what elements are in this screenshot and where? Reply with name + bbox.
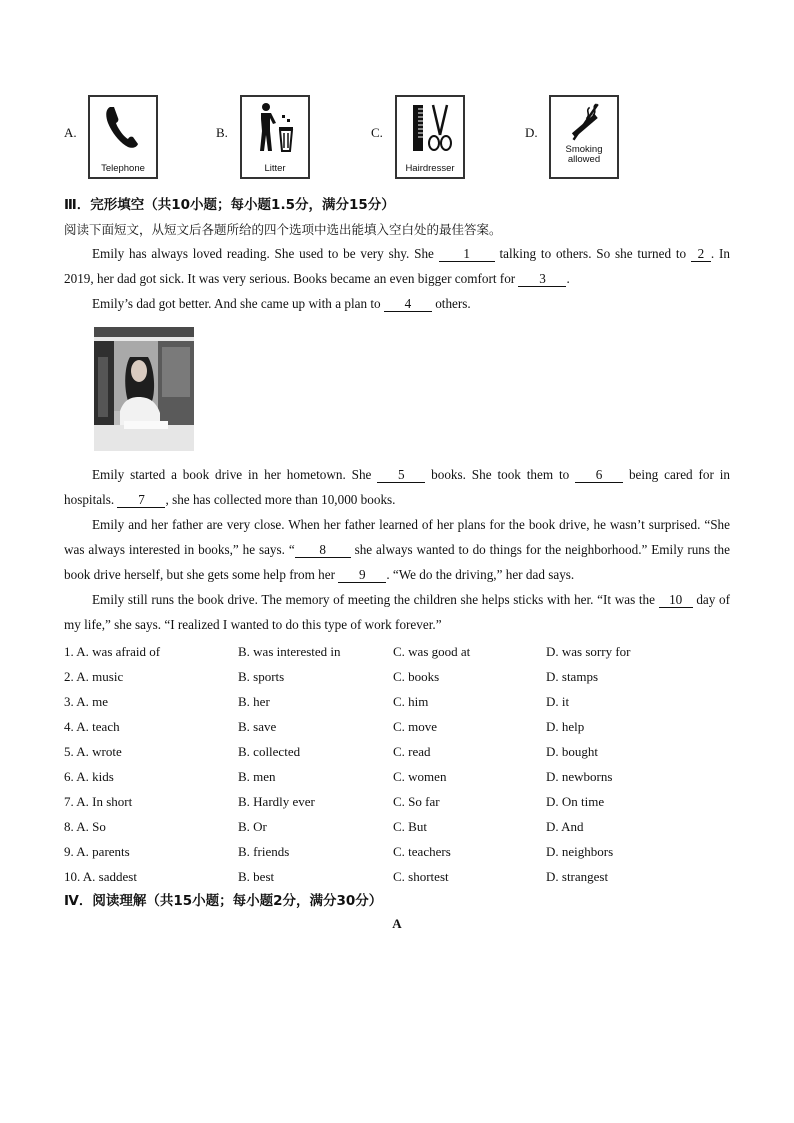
section-3-instruction: 阅读下面短文，从短文后各题所给的四个选项中选出能填入空白处的最佳答案。 — [64, 222, 502, 237]
blank-3: 3 — [518, 272, 566, 287]
blank-2: 2 — [691, 247, 711, 262]
blank-6: 6 — [575, 468, 623, 483]
option-row-7 — [64, 789, 730, 814]
paragraph-1: Emily has always loved reading. She used to be very shy. She 1 talking to others. So she turned to 2 . In 2019, her dad got sick. It was very serious. Books became an even bigger comfort for 3 . — [64, 246, 730, 286]
option-a: 3. A. me — [64, 694, 109, 709]
option-letter: B. — [216, 125, 228, 140]
paragraph-2: Emily’s dad got better. And she came up with a plan to 4 others. — [92, 296, 471, 311]
sign-option-d — [525, 95, 619, 179]
emily-photo — [94, 327, 194, 451]
litter-sign — [240, 95, 310, 179]
blank-9: 9 — [338, 568, 386, 583]
option-d: D. help — [546, 719, 585, 734]
option-a: 7. A. In short — [64, 794, 133, 809]
option-b: B. Or — [238, 819, 267, 834]
blank-4: 4 — [384, 297, 432, 312]
paragraph-4: Emily and her father are very close. When her father learned of her plans for the book drive, he wasn’t surprised. “She was always interested in books,” he says. “ 8 she always wanted to do things for the neighborhood.” Emily runs the book drive herself, but she gets some help from her 9 . “We do the driving,” her dad says. — [64, 517, 731, 582]
option-b: B. best — [238, 869, 275, 884]
option-c: C. shortest — [393, 869, 449, 884]
sign-label: Smoking allowed — [565, 144, 603, 165]
option-b: B. friends — [238, 844, 290, 859]
paragraph-5: Emily still runs the book drive. The memory of meeting the children she helps sticks with her. “It was the 10 day of my life,” she says. “I realized I wanted to do this type of work forever.” — [64, 592, 731, 632]
option-letter: C. — [371, 125, 383, 140]
sign-option-a — [64, 95, 158, 179]
option-d: D. bought — [546, 744, 598, 759]
sign-label: Litter — [264, 163, 286, 174]
option-a: 1. A. was afraid of — [64, 644, 161, 659]
section-4-title: Ⅳ．阅读理解（共15小题；每小题2分，满分30分） — [64, 893, 383, 909]
option-b: B. save — [238, 719, 277, 734]
option-c: C. But — [393, 819, 427, 834]
option-d: D. On time — [546, 794, 605, 809]
option-b: B. collected — [238, 744, 301, 759]
sign-option-c — [371, 95, 465, 179]
sign-options — [64, 95, 664, 185]
option-row-2 — [64, 664, 730, 689]
telephone-icon — [100, 101, 146, 153]
option-c: C. teachers — [393, 844, 451, 859]
option-d: D. strangest — [546, 869, 609, 884]
option-row-8 — [64, 814, 730, 839]
option-c: C. him — [393, 694, 429, 709]
sign-option-b — [216, 95, 310, 179]
sign-label: Hairdresser — [405, 163, 455, 174]
option-d: D. stamps — [546, 669, 598, 684]
option-row-3 — [64, 689, 730, 714]
option-a: 6. A. kids — [64, 769, 114, 784]
blank-7: 7 — [117, 493, 165, 508]
option-c: C. read — [393, 744, 431, 759]
smoking-icon — [561, 101, 607, 143]
sign-label: Telephone — [101, 163, 145, 174]
option-c: C. books — [393, 669, 440, 684]
option-a: 9. A. parents — [64, 844, 130, 859]
option-d: D. was sorry for — [546, 644, 631, 659]
section-3-title: Ⅲ．完形填空（共10小题；每小题1.5分，满分15分） — [64, 197, 395, 213]
option-letter: D. — [525, 125, 538, 140]
option-b: B. her — [238, 694, 270, 709]
hairdresser-icon — [407, 101, 453, 153]
answer-options — [64, 639, 730, 889]
option-b: B. sports — [238, 669, 285, 684]
option-row-4 — [64, 714, 730, 739]
option-a: 10. A. saddest — [64, 869, 137, 884]
litter-icon — [252, 101, 298, 153]
paragraph-3: Emily started a book drive in her hometown. She 5 books. She took them to 6 being cared for in hospitals. 7 , she has collected more than 10,000 books. — [64, 467, 731, 507]
photo-image — [94, 327, 194, 451]
option-d: D. newborns — [546, 769, 613, 784]
option-c: C. move — [393, 719, 438, 734]
section-4-part-label: A — [392, 916, 402, 931]
option-d: D. neighbors — [546, 844, 614, 859]
option-d: D. And — [546, 819, 584, 834]
option-c: C. was good at — [393, 644, 471, 659]
smoking-sign — [549, 95, 619, 179]
option-letter: A. — [64, 125, 77, 140]
option-row-6 — [64, 764, 730, 789]
option-d: D. it — [546, 694, 570, 709]
option-row-10 — [64, 864, 730, 889]
telephone-sign — [88, 95, 158, 179]
option-c: C. So far — [393, 794, 440, 809]
option-a: 2. A. music — [64, 669, 124, 684]
option-row-1 — [64, 639, 730, 664]
option-b: B. was interested in — [238, 644, 341, 659]
blank-8: 8 — [295, 543, 351, 558]
option-b: B. men — [238, 769, 276, 784]
option-row-5 — [64, 739, 730, 764]
option-a: 8. A. So — [64, 819, 106, 834]
option-a: 5. A. wrote — [64, 744, 122, 759]
blank-1: 1 — [439, 247, 495, 262]
option-b: B. Hardly ever — [238, 794, 315, 809]
blank-10: 10 — [659, 593, 693, 608]
option-row-9 — [64, 839, 730, 864]
hairdresser-sign — [395, 95, 465, 179]
option-c: C. women — [393, 769, 447, 784]
option-a: 4. A. teach — [64, 719, 120, 734]
blank-5: 5 — [377, 468, 425, 483]
